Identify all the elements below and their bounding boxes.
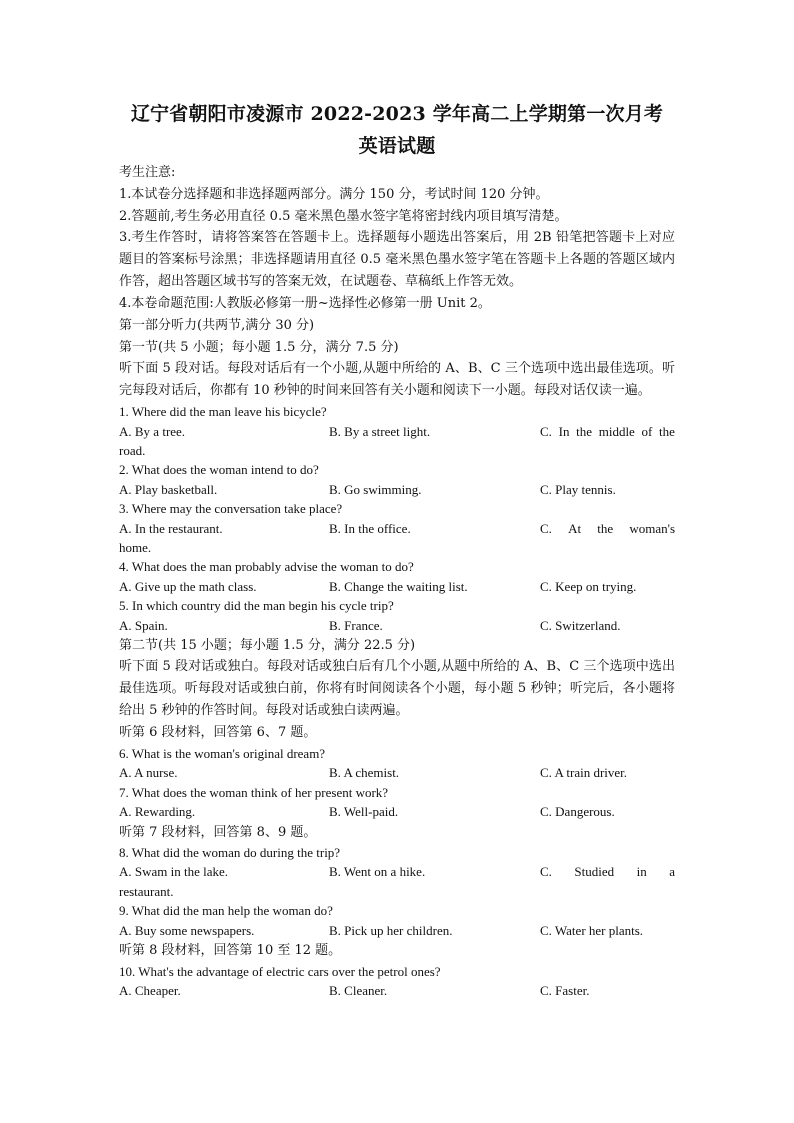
option-b: B. A chemist.: [329, 765, 400, 781]
notice-item-2: 2.答题前,考生务必用直径 0.5 毫米黑色墨水签字笔将密封线内项目填写清楚。: [119, 208, 568, 224]
question-stem: 3. Where may the conversation take place?: [119, 501, 343, 517]
option-c-word: C.: [540, 423, 552, 439]
question-stem: 1. Where did the man leave his bicycle?: [119, 404, 327, 420]
question-stem: 7. What does the woman think of her present work?: [119, 784, 389, 800]
option-a: A. Give up the math class.: [119, 578, 257, 594]
question-options: [119, 519, 675, 538]
option-c-continuation: home.: [119, 539, 152, 555]
option-b: B. Go swimming.: [329, 481, 422, 497]
option-b: B. Change the waiting list.: [329, 578, 468, 594]
option-b: B. By a street light.: [329, 423, 431, 439]
option-a: A. In the restaurant.: [119, 520, 223, 536]
option-c-word: In: [558, 423, 570, 439]
option-c-word: a: [669, 864, 675, 880]
question-options: [119, 981, 675, 1000]
option-c-word: middle: [598, 423, 635, 439]
section1-heading: 第一节(共 5 小题；每小题 1.5 分，满分 7.5 分): [119, 339, 399, 355]
question-options: [119, 862, 675, 881]
question-stem: 10. What's the advantage of electric cars over the petrol ones?: [119, 963, 441, 979]
option-c: C. Switzerland.: [540, 617, 621, 633]
option-c: C. Water her plants.: [540, 922, 644, 938]
part1-heading: 第一部分听力(共两节,满分 30 分): [119, 318, 315, 334]
option-c-word: At: [568, 520, 582, 536]
section2-heading: 第二节(共 15 小题；每小题 1.5 分，满分 22.5 分): [119, 637, 416, 653]
option-c-word: woman's: [629, 520, 675, 536]
option-a: A. A nurse.: [119, 765, 178, 781]
notice-item-4: 4.本卷命题范围:人教版必修第一册~选择性必修第一册 Unit 2。: [119, 296, 491, 312]
option-b: B. Went on a hike.: [329, 864, 426, 880]
option-c-word: of: [641, 423, 653, 439]
option-c: C. A train driver.: [540, 765, 628, 781]
question-stem: 8. What did the woman do during the trip?: [119, 845, 341, 861]
exam-subtitle: 英语试题: [358, 135, 436, 157]
material-heading: 听第 8 段材料，回答第 10 至 12 题。: [119, 943, 342, 959]
option-b: B. France.: [329, 617, 383, 633]
question-stem: 5. In which country did the man begin his cycle trip?: [119, 598, 394, 614]
option-b: B. Well-paid.: [329, 804, 399, 820]
option-a: A. By a tree.: [119, 423, 186, 439]
option-a: A. Cheaper.: [119, 982, 181, 998]
question-stem: 9. What did the man help the woman do?: [119, 903, 333, 919]
option-a: A. Buy some newspapers.: [119, 922, 255, 938]
material-heading: 听第 7 段材料，回答第 8、9 题。: [119, 824, 317, 840]
notice-heading: 考生注意:: [119, 165, 176, 180]
question-stem: 2. What does the woman intend to do?: [119, 462, 319, 478]
question-options: [119, 616, 675, 635]
option-b: B. Pick up her children.: [329, 922, 453, 938]
option-c-word: the: [597, 520, 614, 536]
option-c: C. Play tennis.: [540, 481, 616, 497]
exam-content: [119, 162, 675, 1000]
option-a: A. Play basketball.: [119, 481, 218, 497]
option-c: C. Dangerous.: [540, 804, 615, 820]
exam-title: 辽宁省朝阳市凌源市 2022-2023 学年高二上学期第一次月考: [130, 103, 664, 125]
notice-item-3: 3.考生作答时，请将答案答在答题卡上。选择题每小题选出答案后，用 2B 铅笔把答题卡上对应题目的答案标号涂黑；非选择题请用直径 0.5 毫米黑色墨水签字笔在答题卡上各题的答题区域内作答，超出答题区域书写的答案无效，在试题卷、草稿纸上作答无效。: [119, 230, 675, 290]
question-options: [119, 422, 675, 441]
option-a: A. Swam in the lake.: [119, 864, 229, 880]
option-c-word: in: [636, 864, 647, 880]
question-options: [119, 480, 675, 499]
question-options: [119, 763, 675, 782]
section1-instructions: 听下面 5 段对话。每段对话后有一个小题,从题中所给的 A、B、C 三个选项中选出最佳选项。听完每段对话后，你都有 10 秒钟的时间来回答有关小题和阅读下一小题。每段对话仅读一遍。: [119, 361, 675, 399]
option-a: A. Spain.: [119, 617, 168, 633]
option-c-word: C.: [540, 520, 552, 536]
option-c: C. Faster.: [540, 982, 590, 998]
question-stem: 6. What is the woman's original dream?: [119, 745, 326, 761]
option-b: B. Cleaner.: [329, 982, 388, 998]
material-heading: 听第 6 段材料，回答第 6、7 题。: [119, 725, 317, 741]
notice-item-1: 1.本试卷分选择题和非选择题两部分。满分 150 分，考试时间 120 分钟。: [119, 186, 549, 202]
option-c-continuation: road.: [119, 442, 146, 458]
option-c: C. Keep on trying.: [540, 578, 637, 594]
question-options: [119, 577, 675, 596]
option-c: [540, 519, 675, 538]
option-c-continuation: restaurant.: [119, 883, 174, 899]
option-c-word: C.: [540, 864, 552, 880]
option-c-word: the: [659, 423, 675, 439]
option-c-word: Studied: [574, 864, 615, 880]
question-stem: 4. What does the man probably advise the woman to do?: [119, 559, 414, 575]
option-c: [540, 422, 675, 441]
option-c-word: the: [576, 423, 593, 439]
question-options: [119, 921, 675, 940]
question-options: [119, 802, 675, 821]
option-a: A. Rewarding.: [119, 804, 196, 820]
option-b: B. In the office.: [329, 520, 411, 536]
section2-instructions: 听下面 5 段对话或独白。每段对话或独白后有几个小题,从题中所给的 A、B、C 三个选项中选出最佳选项。听每段对话或独白前，你将有时间阅读各个小题，每小题 5 秒钟；听完后，各小题将给出 5 秒钟的作答时间。每段对话或独白读两遍。: [119, 659, 675, 719]
option-c: [540, 862, 675, 881]
